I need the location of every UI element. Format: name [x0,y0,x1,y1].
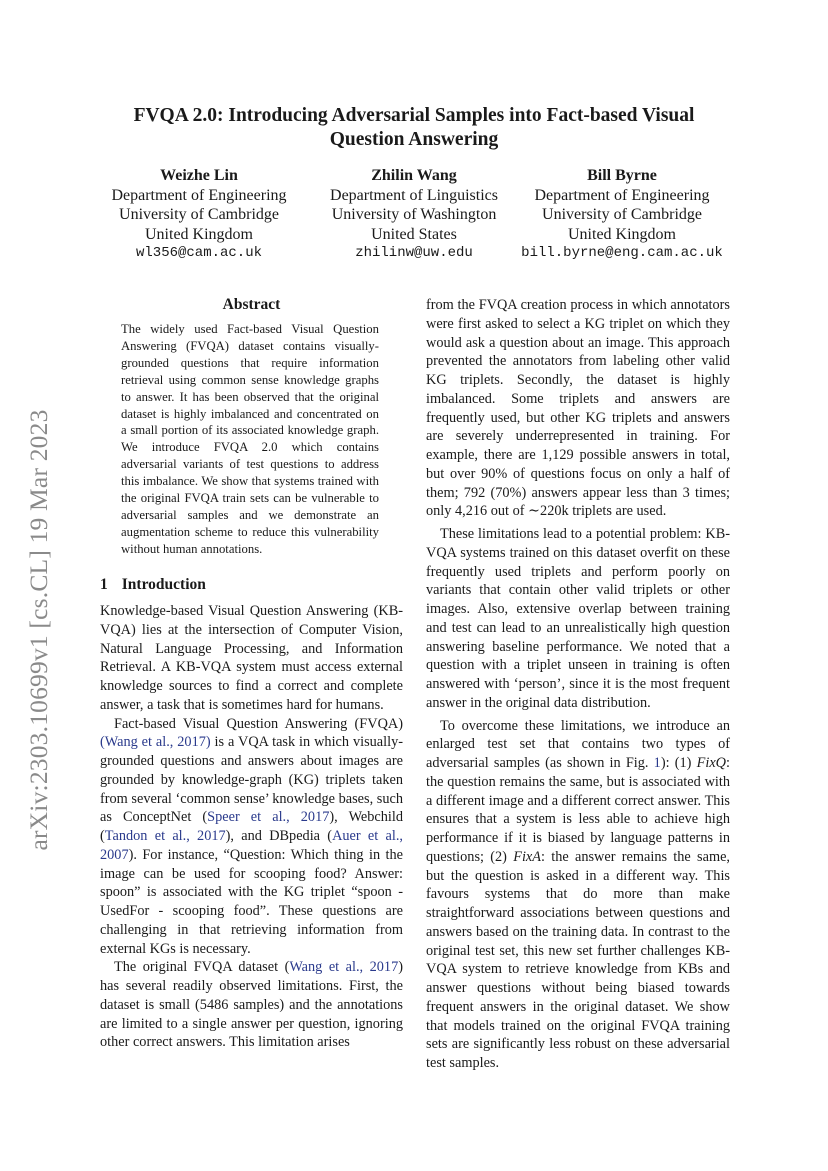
text-run: To overcome these limitations, we introduce an enlarged test set that contains two types of adversarial samples (as shown in Fig. [426,717,730,771]
left-column-body [100,602,403,1052]
citation-link[interactable]: (Wang et al., 2017) [100,734,211,751]
intro-paragraph-3 [100,958,403,1052]
citation-link[interactable]: Speer et al., 2017 [207,809,330,826]
citation-link[interactable]: Tandon et al., 2017 [104,828,226,844]
intro-paragraph-1: Knowledge-based Visual Question Answering (KB-VQA) lies at the intersection of Computer Vision, Natural Language Processing, and Information Retrieval. A KB-VQA system must access external knowledge sources to find a correct and complete answer, a task that is sometimes hard for humans. [100,603,403,713]
author-university: University of Cambridge [542,206,702,224]
section-title: Introduction [121,576,206,593]
right-column-body [426,296,730,1073]
author-department: Department of Engineering [534,186,710,204]
paper-title [100,104,728,152]
arxiv-sidebar [14,360,64,900]
text-run: ). For instance, “Question: Which thing in the image can be used for scooping food? Answer: spoon” is associated with the KG triplet “spoon - UsedFor - scooping food”. These questions are challenging in that retrieving information from external KGs is necessary. [100,846,403,957]
figure-reference-link[interactable]: 1 [653,755,661,771]
author-block-1 [100,166,298,264]
right-paragraph-1: from the FVQA creation process in which annotators were first asked to select a KG triplet on which they would ask a question about an image. This approach prevented the annotators from labeling other valid KG triplets. Secondly, the dataset is highly imbalanced. Some triplets and answers are frequently used, but other KG triplets and answers are severely underrepresented in training. For example, there are 1,129 possible answers in total, but over 90% of questions focus on only a half of them; 792 (70%) answers appear less than 3 times; only 4,216 out of ∼220k triplets are used. [426,297,730,520]
author-department: Department of Linguistics [330,186,498,204]
right-paragraph-2: These limitations lead to a potential problem: KB-VQA systems trained on this dataset overfit on these frequently used triplets and perform poorly on variants that contain other valid triplets or other images. Also, extensive overlap between training and test can lead to an unrealistically high question answering baseline performance. We noted that a question with a triplet unseen in training is often answered with ‘person’, since it is the most frequent answer in the original data distribution. [426,526,730,711]
author-name: Bill Byrne [587,167,657,184]
title-line-2: Question Answering [329,129,499,150]
text-run: ) has several readily observed limitations. First, the dataset is small (5486 samples) and the annotations are limited to a single answer per question, ignoring other correct answers. This limitation arises [100,959,403,1051]
author-email[interactable]: wl356@cam.ac.uk [135,245,263,262]
author-university: University of Washington [331,206,497,224]
arxiv-identifier: arXiv:2303.10699v1 [cs.CL] 19 Mar 2023 [24,409,53,851]
text-run: ): (1) [660,755,697,771]
author-email[interactable]: bill.byrne@eng.cam.ac.uk [521,245,723,262]
text-run: Fact-based Visual Question Answering (FVQA) [114,715,403,732]
text-run: The original FVQA dataset ( [114,959,290,976]
author-block-3 [516,166,728,264]
text-run: ), Webchild ( [100,809,403,844]
author-country: United States [371,225,457,243]
author-university: University of Cambridge [119,206,279,224]
author-country: United Kingdom [145,225,253,243]
author-country: United Kingdom [568,225,676,243]
text-run: : the question remains the same, but is associated with a different image and a different correct answer. This ensures that a system is less able to achieve high performance if it is biased by language patterns in questions; (2) [426,755,730,865]
abstract-heading: Abstract [222,296,281,313]
section-number: 1 [100,576,108,593]
intro-paragraph-2 [100,715,403,959]
author-email[interactable]: zhilinw@uw.edu [355,245,473,262]
section-heading [100,576,206,594]
right-paragraph-3 [426,717,730,1073]
abstract-text: The widely used Fact-based Visual Question Answering (FVQA) dataset contains visually-grounded questions that require information retrieval using common sense knowledge graphs to answer. It has been observed that the original dataset is highly imbalanced and concentrated on a small portion of its associated knowledge graph. We introduce FVQA 2.0 which contains adversarial variants of test questions to address this imbalance. We show that systems trained with the original FVQA train sets can be vulnerable to adversarial samples and we demonstrate an augmentation scheme to reduce this vulnerability without human annotations. [121,322,379,556]
author-name: Zhilin Wang [371,167,457,184]
citation-link[interactable]: Auer et al., 2007 [100,828,403,863]
term-fixa: FixA [513,848,542,865]
author-block-2 [314,166,514,264]
text-run: is a VQA task in which visually-grounded questions and answers about images are grounded by knowledge-graph (KG) triplets taken from several ‘common sense’ knowledge bases, such as ConceptNet ( [100,734,403,826]
author-department: Department of Engineering [111,186,287,204]
author-name: Weizhe Lin [160,167,238,184]
text-run: ), and DBpedia ( [225,828,333,844]
text-run: : the answer remains the same, but the question is asked in a different way. This favours systems that do more than make straightforward associations between questions and answers based on the training data. In contrast to the original test set, this new set further challenges KB-VQA system to retrieve knowledge from KBs and answer questions without being biased towards frequent answers in the original dataset. We show that models trained on the original FVQA training sets are significantly less robust on these adversarial test samples. [426,848,730,1071]
term-fixq: FixQ [696,755,726,771]
title-line-1: FVQA 2.0: Introducing Adversarial Samples into Fact-based Visual [133,105,695,126]
citation-link[interactable]: Wang et al., 2017 [289,959,399,976]
